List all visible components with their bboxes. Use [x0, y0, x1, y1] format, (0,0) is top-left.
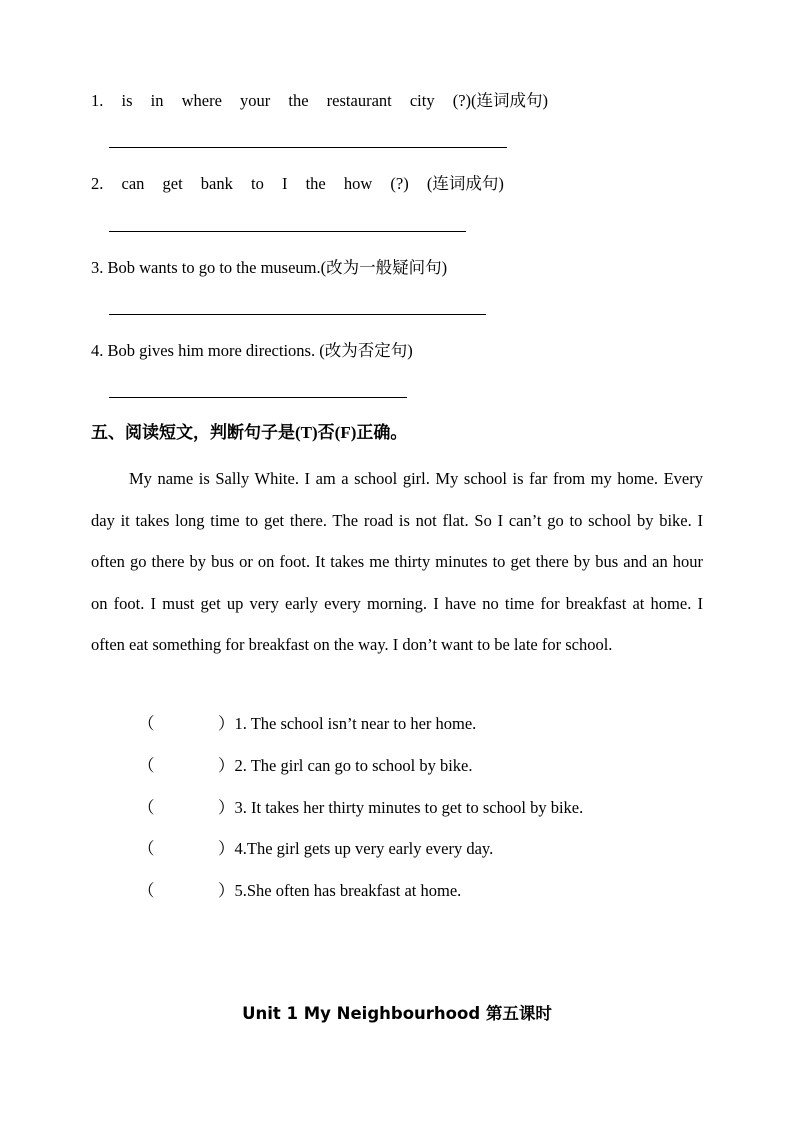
- tf-item-3: [138, 794, 583, 818]
- answer-paren-close: ）: [218, 839, 235, 858]
- answer-paren-close: ）: [218, 798, 235, 817]
- tf-item-text: 5.She often has breakfast at home.: [234, 881, 462, 900]
- answer-paren-open[interactable]: （: [138, 798, 155, 817]
- tf-item-text: 3. It takes her thirty minutes to get to school by bike.: [234, 798, 584, 817]
- question-3: 3. Bob wants to go to the museum.(改为一般疑问句): [91, 258, 448, 277]
- answer-paren-open[interactable]: （: [138, 756, 155, 775]
- section-heading: 五、阅读短文，判断句子是(T)否(F)正确。: [91, 423, 408, 442]
- answer-paren-close: ）: [218, 881, 235, 900]
- reading-passage: My name is Sally White. I am a school girl. My school is far from my home. Every day it takes long time to get there. The road is not flat. So I can’t go to school by bike. I often go there by bus or on foot. It takes me thirty minutes to get there by bus and an hour on foot. I must get up very early every morning. I have no time for breakfast at home. I often eat something for breakfast on the way. I don’t want to be late for school.: [91, 469, 703, 655]
- unit-title: Unit 1 My Neighbourhood 第五课时: [242, 1004, 552, 1023]
- answer-line-2[interactable]: [109, 231, 466, 232]
- answer-line-4[interactable]: [109, 397, 407, 398]
- question-2: 2. can get bank to I the how (?) (连词成句): [91, 174, 504, 193]
- tf-item-2: [138, 752, 473, 776]
- question-1: 1. is in where your the restaurant city (?)(连词成句): [91, 91, 549, 110]
- tf-item-5: [138, 877, 461, 901]
- answer-paren-close: ）: [218, 714, 235, 733]
- answer-line-1[interactable]: [109, 147, 507, 148]
- question-4: 4. Bob gives him more directions. (改为否定句): [91, 341, 413, 360]
- answer-paren-open[interactable]: （: [138, 714, 155, 733]
- tf-item-text: 4.The girl gets up very early every day.: [234, 839, 494, 858]
- answer-line-3[interactable]: [109, 314, 486, 315]
- tf-item-4: [138, 835, 493, 859]
- tf-item-text: 2. The girl can go to school by bike.: [234, 756, 473, 775]
- answer-paren-open[interactable]: （: [138, 839, 155, 858]
- tf-item-1: [138, 710, 476, 734]
- answer-paren-open[interactable]: （: [138, 881, 155, 900]
- answer-paren-close: ）: [218, 756, 235, 775]
- tf-item-text: 1. The school isn’t near to her home.: [234, 714, 477, 733]
